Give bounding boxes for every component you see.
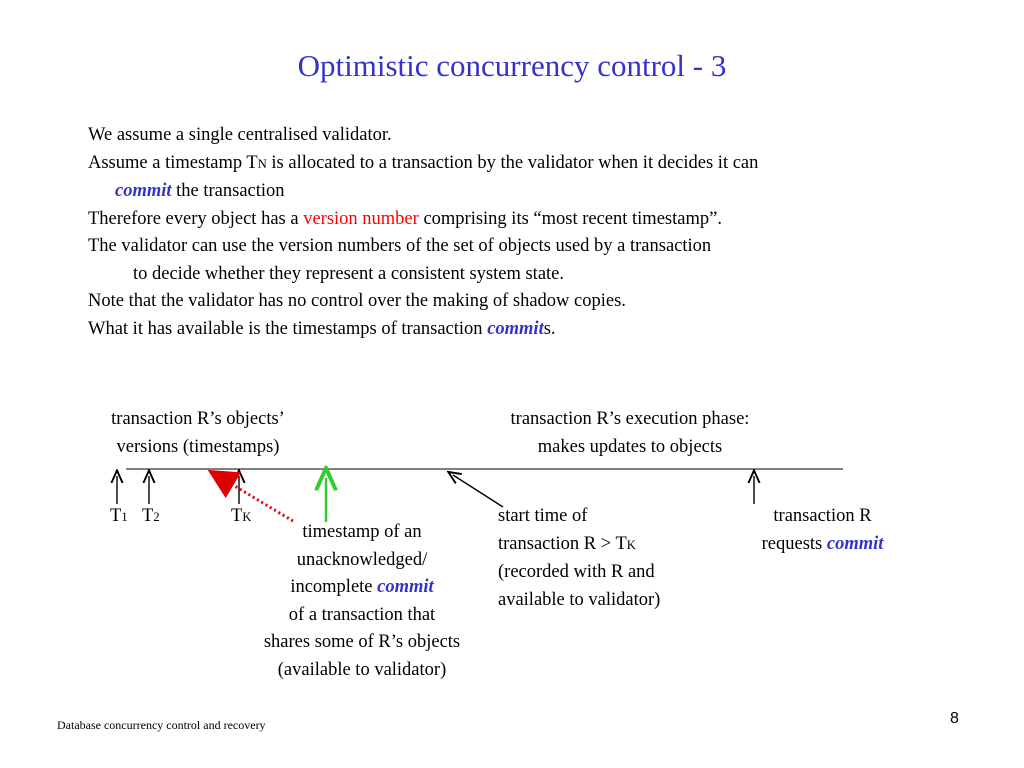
objects-versions-label: transaction R’s objects’ versions (timestamps) [111, 409, 285, 457]
body-line-7: Note that the validator has no control over the making of shadow copies. [88, 291, 626, 311]
tk-label: TK [231, 506, 252, 526]
t1-label: T1 [110, 506, 128, 526]
unacknowledged-commit-note: timestamp of an unacknowledged/ incomplete commit of a transaction that shares some of R’s objects (available to validator) [263, 522, 461, 680]
slide-title: Optimistic concurrency control - 3 [297, 48, 727, 83]
body-line-4: Therefore every object has a version number comprising its “most recent timestamp”. [88, 208, 722, 229]
t2-label: T2 [142, 506, 160, 526]
footer-text: Database concurrency control and recovery [57, 718, 266, 732]
body-line-2: Assume a timestamp TN is allocated to a transaction by the validator when it decides it can [88, 152, 759, 173]
start-time-note: start time of transaction R > TK (recorded with R and available to validator) [498, 506, 661, 610]
execution-phase-label: transaction R’s execution phase: makes updates to objects [510, 409, 750, 457]
commit-request-note: transaction R requests commit [761, 506, 884, 554]
body-line-6: to decide whether they represent a consistent system state. [133, 263, 565, 284]
body-line-1: We assume a single centralised validator. [88, 125, 392, 145]
red-dotted-arrow [218, 476, 293, 521]
start-time-arrow [453, 475, 503, 507]
body-line-3: commit the transaction [115, 181, 285, 201]
page-number: 8 [950, 710, 959, 727]
body-line-8: What it has available is the timestamps of transaction commits. [88, 318, 556, 339]
body-line-5: The validator can use the version numbers of the set of objects used by a transaction [88, 236, 712, 256]
